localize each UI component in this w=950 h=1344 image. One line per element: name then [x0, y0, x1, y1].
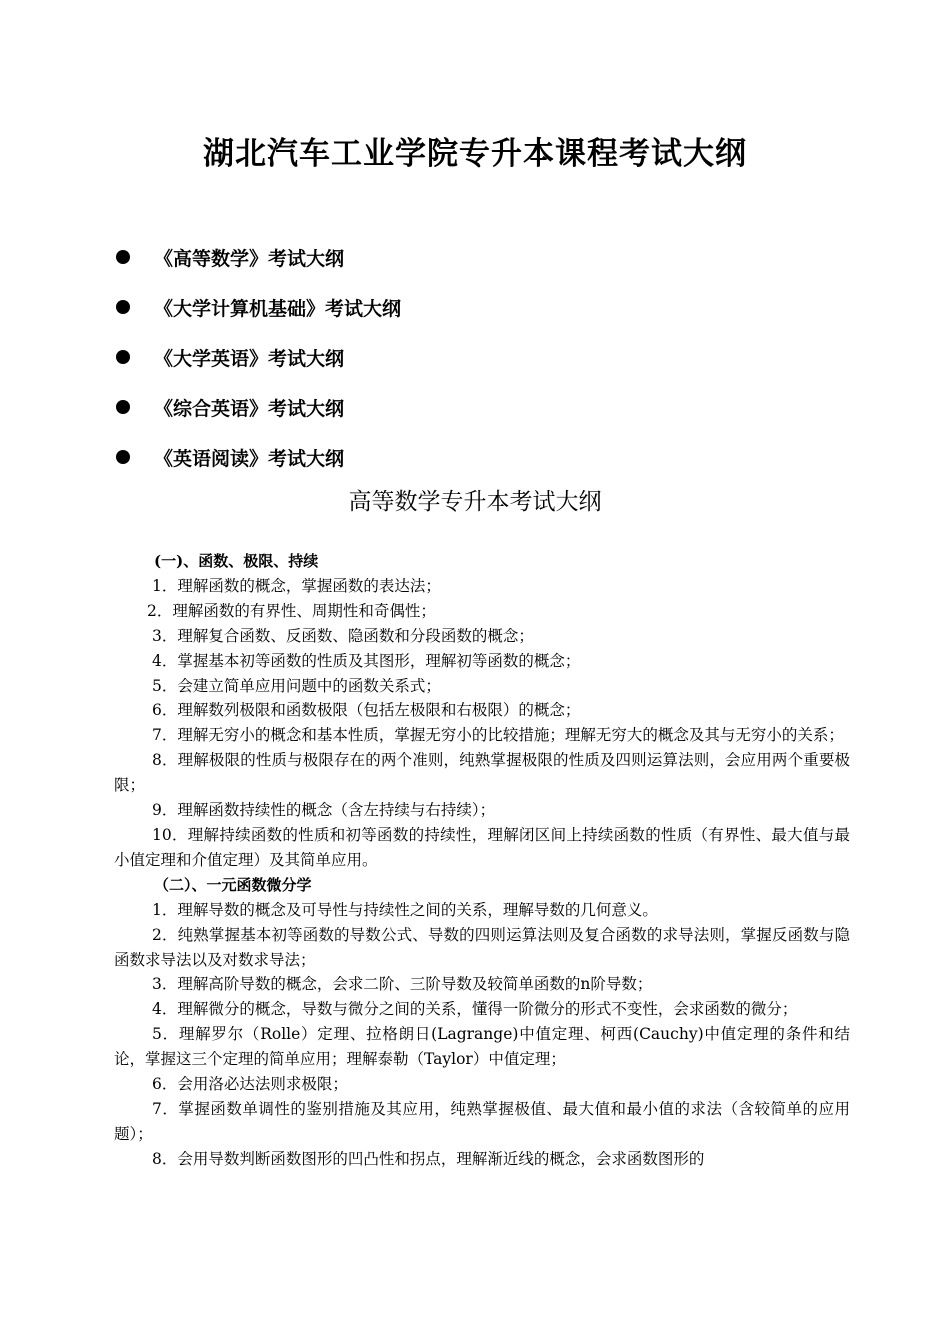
syllabus-item: 1．理解导数的概念及可导性与持续性之间的关系，理解导数的几何意义。: [152, 900, 658, 919]
syllabus-item: 7．掌握函数单调性的鉴别措施及其应用，纯熟掌握极值、最大值和最小值的求法（含较简单的应用题）；: [114, 1099, 850, 1143]
section-title: 高等数学专升本考试大纲: [348, 489, 602, 515]
list-item-label: 《高等数学》考试大纲: [154, 247, 345, 270]
list-item-label: 《大学计算机基础》考试大纲: [154, 297, 402, 320]
syllabus-item: 7．理解无穷小的概念和基本性质，掌握无穷小的比较措施；理解无穷大的概念及其与无穷小的关系；: [152, 726, 844, 745]
syllabus-item: 2．理解函数的有界性、周期性和奇偶性；: [147, 601, 436, 620]
bullet-icon: [116, 450, 130, 464]
bullet-icon: [116, 300, 130, 314]
bullet-icon: [116, 350, 130, 364]
syllabus-item: 8．理解极限的性质与极限存在的两个准则，纯熟掌握极限的性质及四则运算法则，会应用两个重要极限；: [114, 751, 850, 795]
bullet-icon: [116, 400, 130, 414]
syllabus-item: 6．会用洛必达法则求极限；: [152, 1075, 348, 1094]
syllabus-item: 3．理解复合函数、反函数、隐函数和分段函数的概念；: [152, 626, 534, 645]
list-item: [110, 232, 401, 282]
bullet-icon: [116, 250, 130, 264]
syllabus-item: 4．掌握基本初等函数的性质及其图形，理解初等函数的概念；: [152, 651, 581, 670]
syllabus-list: [110, 232, 401, 482]
syllabus-item: 5．理解罗尔（Rolle）定理、拉格朗日(Lagrange)中值定理、柯西(Cauchy)中值定理的条件和结论，掌握这三个定理的简单应用；理解泰勒（Taylor）中值定理；: [114, 1025, 850, 1069]
list-item-label: 《综合英语》考试大纲: [154, 397, 345, 420]
syllabus-item: 8．会用导数判断函数图形的凹凸性和拐点，理解渐近线的概念，会求函数图形的: [152, 1149, 705, 1168]
list-item-label: 《大学英语》考试大纲: [154, 347, 345, 370]
list-item-label: 《英语阅读》考试大纲: [154, 447, 345, 470]
section-heading: (一)、函数、极限、持续: [154, 552, 319, 570]
section-heading: （二）、一元函数微分学: [154, 875, 312, 894]
page-title: 湖北汽车工业学院专升本课程考试大纲: [203, 136, 747, 172]
syllabus-item: 6．理解数列极限和函数极限（包括左极限和右极限）的概念；: [152, 701, 581, 720]
list-item: [110, 382, 401, 432]
syllabus-item: 9．理解函数持续性的概念（含左持续与右持续）；: [152, 801, 496, 820]
syllabus-item: 2．纯熟掌握基本初等函数的导数公式、导数的四则运算法则及复合函数的求导法则，掌握反函数与隐函数求导法以及对数求导法；: [114, 925, 850, 969]
syllabus-item: 5．会建立简单应用问题中的函数关系式；: [152, 676, 441, 695]
syllabus-item: 1．理解函数的概念，掌握函数的表达法；: [152, 576, 441, 595]
syllabus-body: [114, 549, 850, 1172]
syllabus-item: 3．理解高阶导数的概念，会求二阶、三阶导数及较简单函数的n阶导数；: [152, 975, 653, 994]
list-item: [110, 332, 401, 382]
list-item: [110, 432, 401, 482]
syllabus-item: 4．理解微分的概念，导数与微分之间的关系，懂得一阶微分的形式不变性，会求函数的微分；: [152, 1000, 798, 1019]
syllabus-item: 10．理解持续函数的性质和初等函数的持续性，理解闭区间上持续函数的性质（有界性、最大值与最小值定理和介值定理）及其简单应用。: [114, 825, 850, 869]
list-item: [110, 282, 401, 332]
